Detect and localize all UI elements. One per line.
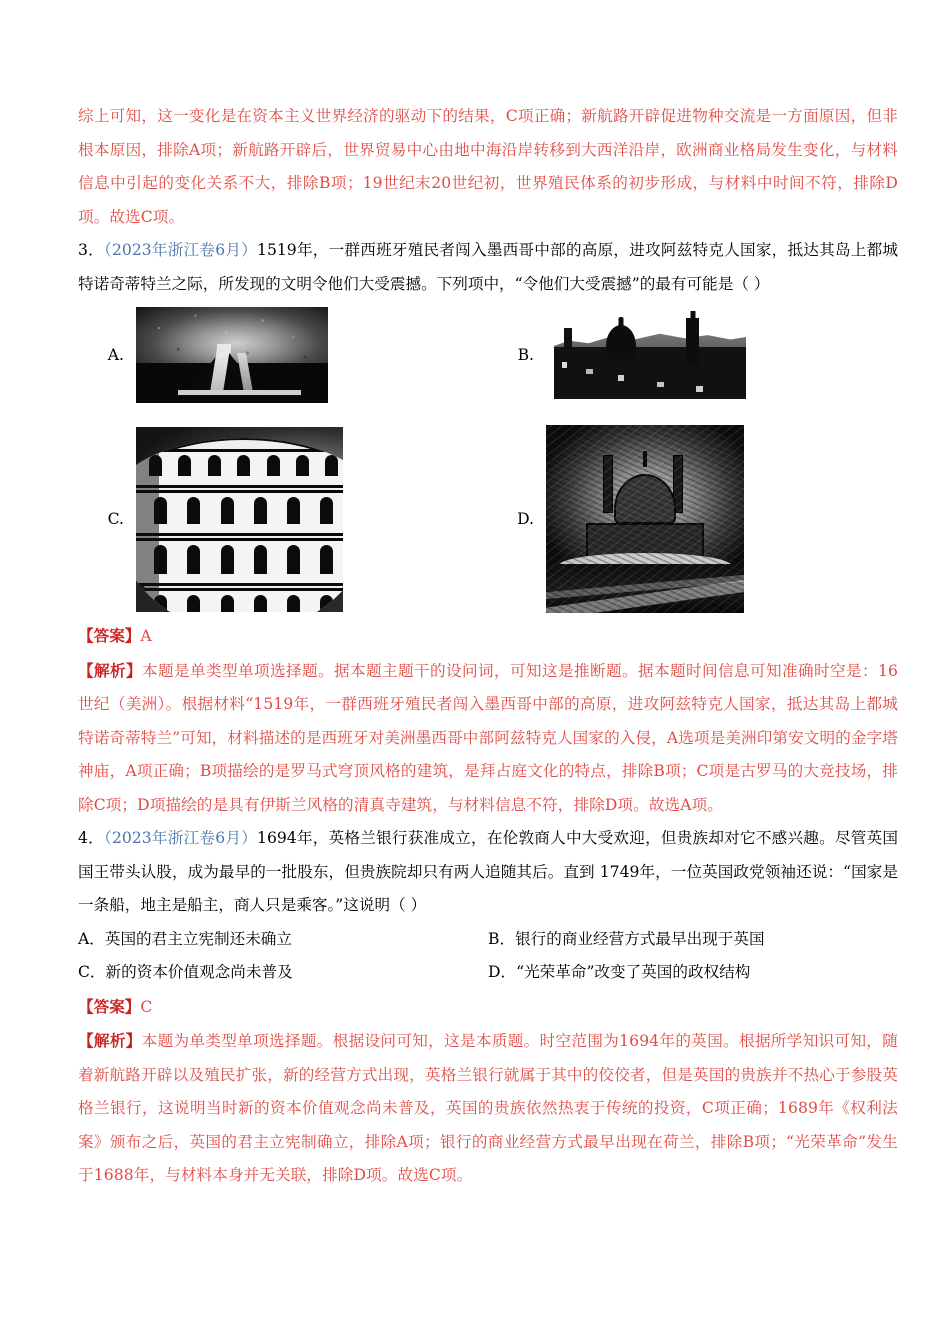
question-3-answer-label: 【答案】	[78, 626, 141, 645]
colosseum-image	[136, 427, 343, 612]
question-4-stem-text: 1694年，英格兰银行获准成立，在伦敦商人中大受欢迎，但贵族却对它不感兴趣。尽管英国国王带头认股，成为最早的一批股东，但贵族院却只有两人追随其后。直到 1749年，一位英国政党领袖还说：“国家是一条船，地主是船主，商人只是乘客。”这说明（ ）	[78, 829, 899, 914]
image-option-c[interactable]	[78, 427, 488, 612]
question-3-answer-value: A	[140, 627, 152, 645]
question-3-image-options	[78, 307, 898, 613]
option-c-text-q4: 新的资本价值观念尚未普及	[105, 963, 293, 981]
question-3-analysis-paragraph	[78, 654, 898, 823]
option-d-text-q4: “光荣革命”改变了英国的政权结构	[516, 963, 751, 981]
question-3-answer-line	[78, 619, 898, 654]
mosque-engraving-image	[546, 425, 744, 613]
option-a-letter: A.	[107, 346, 124, 364]
question-3-analysis-text: 本题是单类型单项选择题。据本题主题干的设问词，可知这是推断题。据本题时间信息可知准确时空是：16世纪（美洲）。根据材料“1519年，一群西班牙殖民者闯入墨西哥中部的高原，进攻阿兹特克人国家，抵达其岛上都城特诺奇蒂特兰”可知，材料描述的是西班牙对美洲墨西哥中部阿兹特克人国家的入侵，A选项是美洲印第安文明的金字塔神庙，A项正确；B项描绘的是罗马式穹顶风格的建筑，是拜占庭文化的特点，排除B项；C项是古罗马的大竞技场，排除C项；D项描绘的是具有伊斯兰风格的清真寺建筑，与材料信息不符，排除D项。故选A项。	[78, 661, 898, 814]
option-d-letter-q4: D．	[488, 963, 517, 981]
florence-skyline-image	[546, 311, 746, 399]
option-d-letter: D.	[517, 510, 534, 528]
question-4-options-row-1	[78, 923, 898, 957]
text-option-b[interactable]	[488, 923, 898, 957]
previous-explanation-paragraph: 综上可知，这一变化是在资本主义世界经济的驱动下的结果，C项正确；新航路开辟促进物种交流是一方面原因，但非根本原因，排除A项；新航路开辟后，世界贸易中心由地中海沿岸转移到大西洋沿岸，欧洲商业格局发生变化，与材料信息中引起的变化关系不大，排除B项；19世纪末20世纪初，世界殖民体系的初步形成，与材料中时间不符，排除D项。故选C项。	[78, 107, 898, 226]
option-c-letter-q4: C．	[78, 963, 106, 981]
question-3-stem-paragraph	[78, 234, 898, 301]
image-option-row-cd	[78, 425, 898, 613]
question-3-number: 3．	[78, 241, 104, 259]
option-c-letter: C.	[107, 510, 124, 528]
text-option-d[interactable]	[488, 956, 898, 990]
question-4-answer-value: C	[140, 997, 153, 1016]
question-3-stem-text: 1519年，一群西班牙殖民者闯入墨西哥中部的高原，进攻阿兹特克人国家，抵达其岛上都城特诺奇蒂特兰之际，所发现的文明令他们大受震撼。下列项中，“令他们大受震撼”的最有可能是（ ）	[78, 241, 899, 293]
text-option-a[interactable]	[78, 923, 488, 957]
question-4-answer-line	[78, 990, 898, 1025]
option-b-text-q4: 银行的商业经营方式最早出现于英国	[515, 929, 765, 948]
question-4-source: （2023年浙江卷6月）	[103, 829, 258, 847]
question-4-answer-label: 【答案】	[78, 996, 141, 1016]
option-b-letter-q4: B．	[488, 929, 516, 948]
question-3-source: （2023年浙江卷6月）	[103, 241, 258, 259]
question-3-analysis-label: 【解析】	[78, 660, 142, 680]
image-option-d[interactable]	[488, 425, 898, 613]
question-4-analysis-text: 本题为单类型单项选择题。根据设问可知，这是本质题。时空范围为1694年的英国。根据所学知识可知，随着新航路开辟以及殖民扩张，新的经营方式出现，英格兰银行就属于其中的佼佼者，但是英国的贵族并不热心于参股英格兰银行，这说明当时新的资本价值观念尚未普及，英国的贵族依然热衷于传统的投资，C项正确；1689年《权利法案》颁布之后，英国的君主立宪制确立，排除A项；银行的商业经营方式最早出现在荷兰，排除B项；“光荣革命”发生于1688年，与材料本身并无关联，排除D项。故选C项。	[78, 1032, 898, 1184]
question-4-stem-paragraph	[78, 822, 898, 923]
image-option-row-ab	[78, 307, 898, 403]
option-a-text-q4: 英国的君主立宪制还未确立	[104, 929, 292, 948]
option-b-letter: B.	[517, 346, 534, 364]
question-4-number: 4．	[78, 829, 104, 847]
option-a-letter-q4: A．	[78, 929, 105, 948]
aztec-pyramid-image	[136, 307, 328, 403]
question-4-options-row-2	[78, 956, 898, 990]
question-4-analysis-paragraph	[78, 1024, 898, 1193]
text-option-c[interactable]	[78, 956, 488, 990]
image-option-b[interactable]	[488, 311, 898, 399]
question-4-analysis-label: 【解析】	[78, 1031, 142, 1050]
image-option-a[interactable]	[78, 307, 488, 403]
